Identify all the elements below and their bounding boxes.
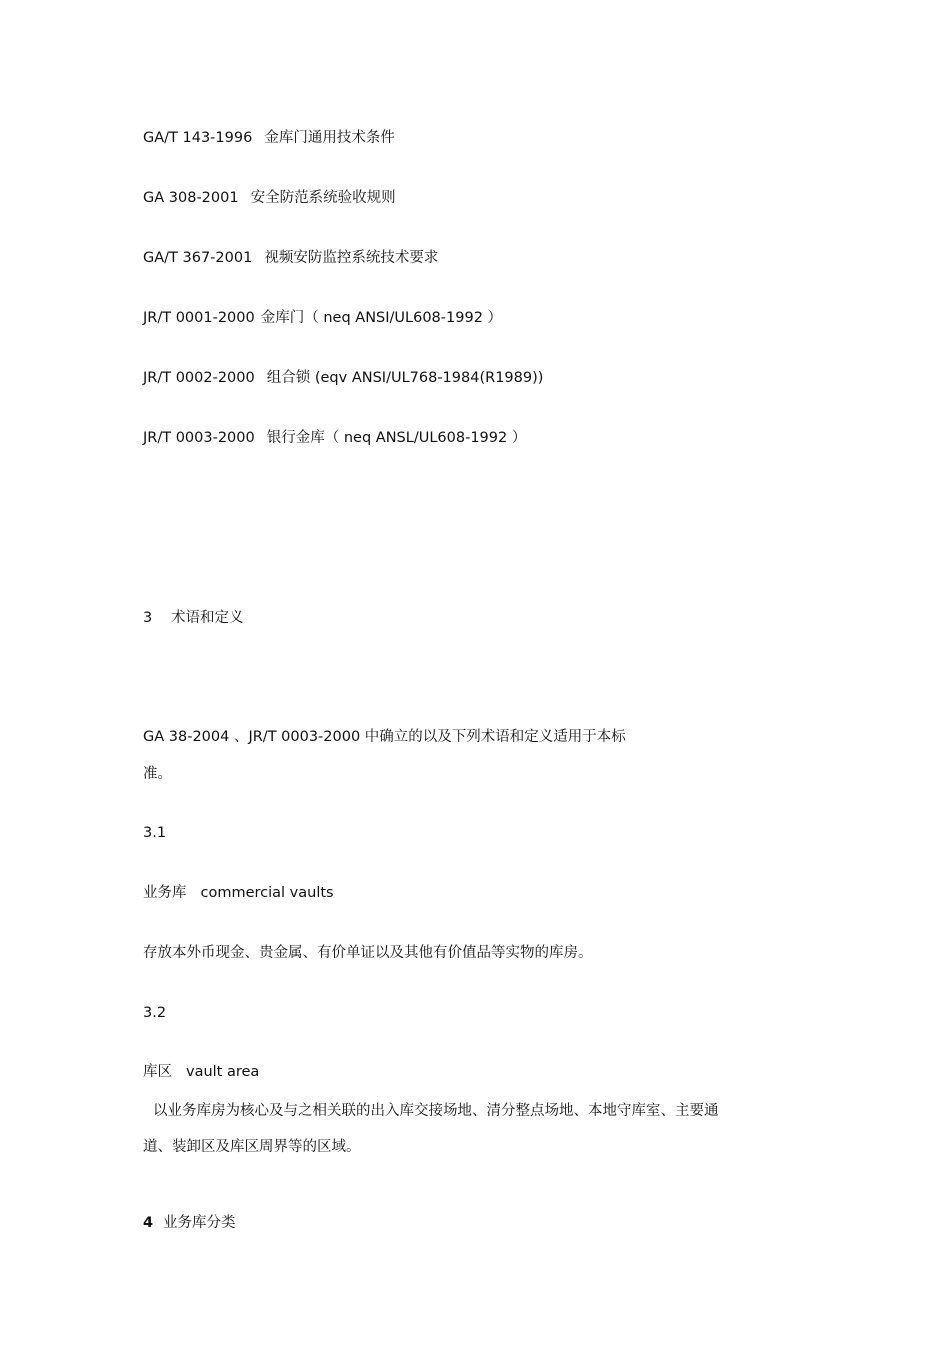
section-heading — [143, 608, 244, 628]
term-definition-text: 以业务库房为核心及与之相关联的出入库交接场地、清分整点场地、本地守库室、主要通 — [153, 1103, 719, 1119]
reference-title: 金库门（ neq ANSI/UL608-1992 ） — [260, 310, 503, 326]
term-english: vault area — [186, 1064, 260, 1080]
term-english: commercial vaults — [200, 885, 334, 901]
reference-line — [143, 428, 526, 448]
intro-paragraph-line — [143, 727, 626, 747]
term-definition — [143, 1137, 361, 1157]
term-heading — [143, 883, 334, 903]
section-title: 术语和定义 — [171, 610, 244, 626]
term-chinese: 库区 — [143, 1064, 172, 1080]
term-definition — [143, 943, 593, 963]
reference-line — [143, 128, 395, 148]
intro-paragraph-line — [143, 764, 172, 784]
term-number — [143, 823, 166, 843]
section-heading — [143, 1213, 236, 1233]
reference-code: JR/T 0001-2000 — [143, 310, 255, 326]
term-number-text: 3.2 — [143, 1005, 167, 1021]
reference-title: 银行金库（ neq ANSL/UL608-1992 ） — [266, 430, 527, 446]
reference-line — [143, 308, 502, 328]
reference-line — [143, 368, 543, 388]
term-chinese: 业务库 — [143, 885, 187, 901]
reference-title: 组合锁 (eqv ANSI/UL768-1984(R1989)) — [266, 370, 544, 386]
section-title: 业务库分类 — [163, 1215, 236, 1231]
reference-line — [143, 248, 438, 268]
term-number — [143, 1003, 166, 1023]
reference-code: GA/T 143-1996 — [143, 130, 253, 146]
section-number: 4 — [143, 1215, 154, 1231]
reference-title: 金库门通用技术条件 — [264, 130, 395, 146]
reference-line — [143, 188, 396, 208]
term-heading — [143, 1062, 259, 1082]
term-number-text: 3.1 — [143, 825, 167, 841]
term-definition-text: 道、装卸区及库区周界等的区域。 — [143, 1139, 361, 1155]
reference-code: GA 308-2001 — [143, 190, 239, 206]
reference-code: GA/T 367-2001 — [143, 250, 253, 266]
term-definition — [153, 1101, 719, 1121]
reference-title: 视频安防监控系统技术要求 — [264, 250, 439, 266]
term-definition-text: 存放本外币现金、贵金属、有价单证以及其他有价值品等实物的库房。 — [143, 945, 593, 961]
reference-title: 安全防范系统验收规则 — [250, 190, 396, 206]
intro-text: GA 38-2004 、JR/T 0003-2000 中确立的以及下列术语和定义适用于本标 — [143, 729, 626, 745]
reference-code: JR/T 0003-2000 — [143, 430, 255, 446]
section-number: 3 — [143, 610, 153, 626]
intro-text: 准。 — [143, 766, 172, 782]
reference-code: JR/T 0002-2000 — [143, 370, 255, 386]
